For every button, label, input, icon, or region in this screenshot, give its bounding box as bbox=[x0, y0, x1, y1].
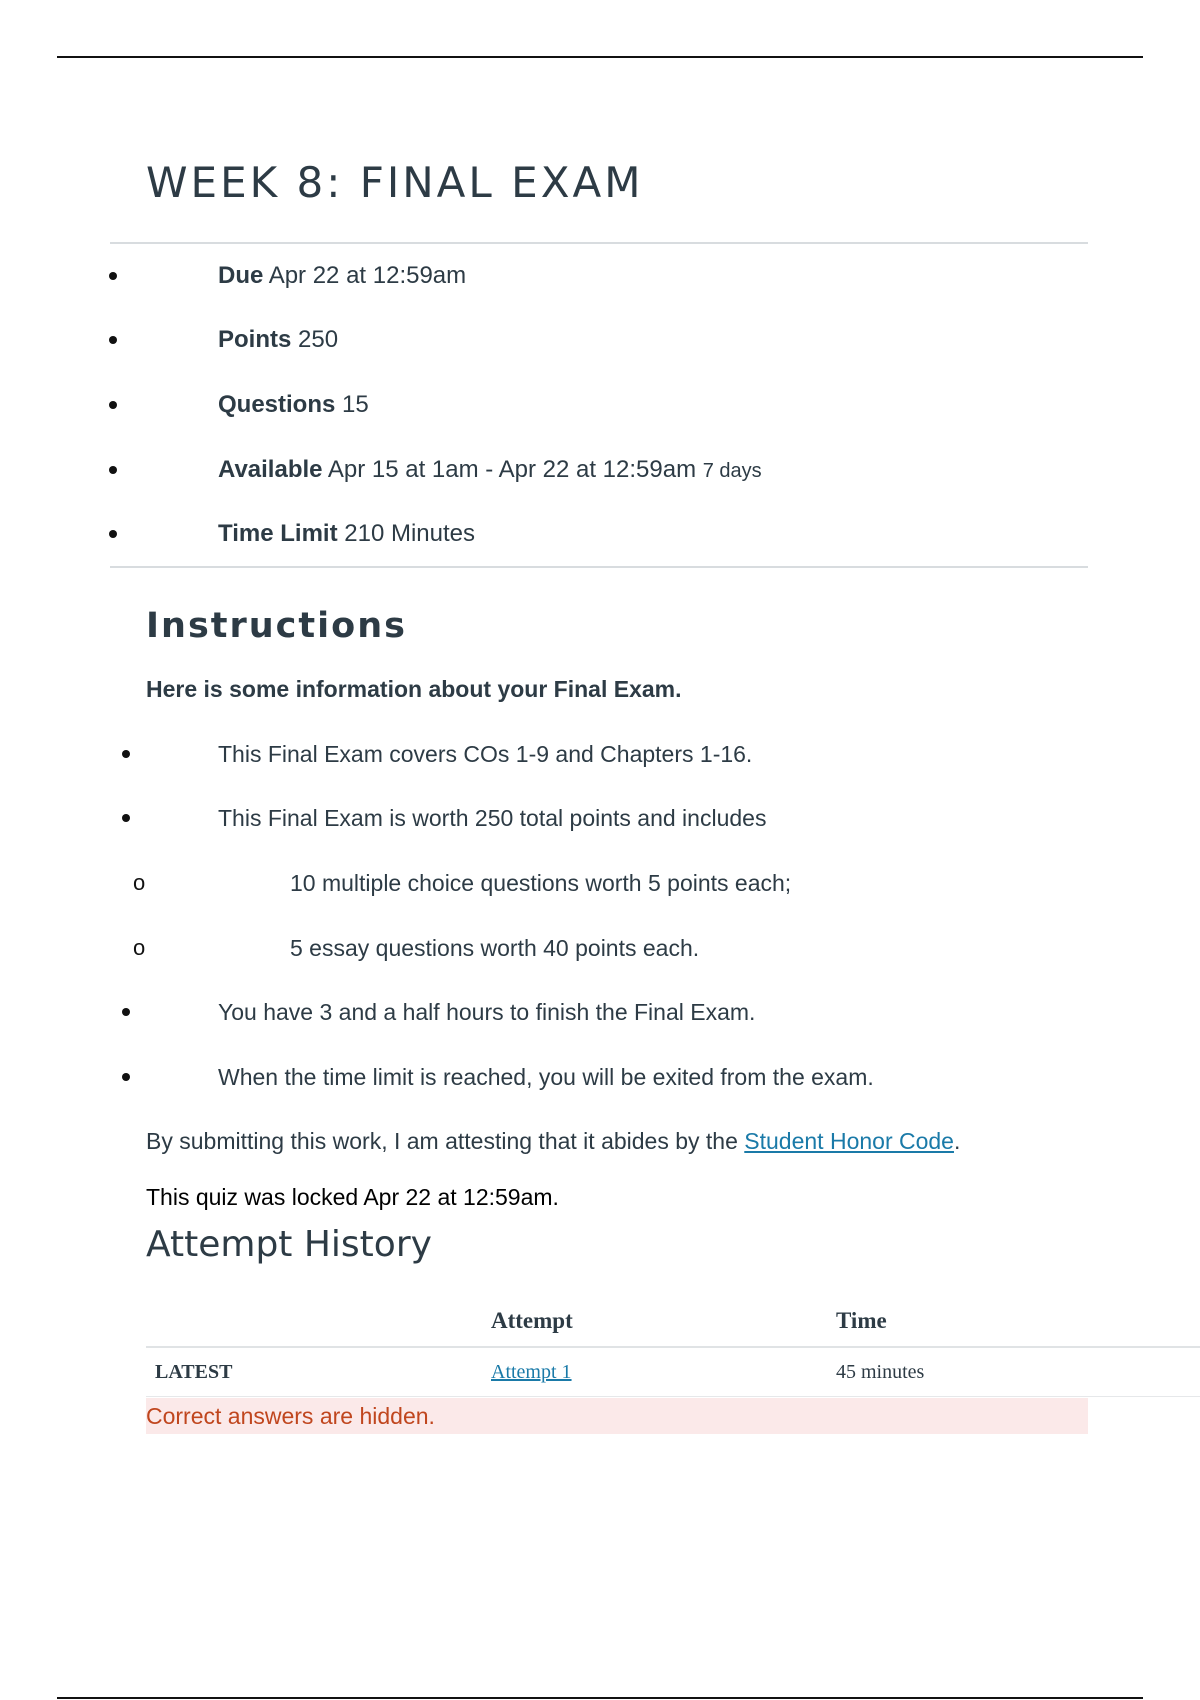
attempt-link[interactable]: Attempt 1 bbox=[491, 1360, 572, 1383]
bullet-icon bbox=[109, 336, 117, 344]
bullet-icon bbox=[122, 1073, 130, 1081]
instructions-heading: Instructions bbox=[146, 606, 407, 646]
questions-label: Questions bbox=[218, 391, 336, 418]
available-label: Available bbox=[218, 456, 323, 483]
bullet-icon bbox=[122, 1008, 130, 1016]
table-header-row bbox=[146, 1296, 1200, 1347]
table-row bbox=[146, 1347, 1200, 1397]
questions-value: 15 bbox=[342, 391, 369, 418]
attempt-history-table bbox=[146, 1296, 1200, 1397]
bottom-rule bbox=[57, 1697, 1143, 1699]
header-status bbox=[146, 1296, 491, 1347]
page-title: WEEK 8: FINAL EXAM bbox=[146, 158, 644, 207]
points-value: 250 bbox=[298, 326, 339, 353]
bullet-icon bbox=[109, 466, 117, 474]
due-label: Due bbox=[218, 262, 264, 289]
available-duration: 7 days bbox=[702, 460, 762, 482]
header-time: Time bbox=[836, 1296, 1200, 1347]
sub-bullet-icon: o bbox=[133, 870, 146, 895]
divider-bottom bbox=[110, 566, 1088, 568]
attempt-status: LATEST bbox=[146, 1347, 491, 1397]
bullet-icon bbox=[122, 814, 130, 822]
honor-code-link[interactable]: Student Honor Code bbox=[744, 1128, 954, 1154]
time-limit-value: 210 Minutes bbox=[344, 520, 475, 547]
top-rule bbox=[57, 56, 1143, 58]
bullet-icon bbox=[109, 401, 117, 409]
bullet-icon bbox=[109, 272, 117, 280]
bullet-icon bbox=[122, 750, 130, 758]
points-label: Points bbox=[218, 326, 292, 353]
attempt-time: 45 minutes bbox=[836, 1347, 1200, 1397]
honor-statement: By submitting this work, I am attesting that it abides by the Student Honor Code. bbox=[146, 1128, 961, 1154]
due-value: Apr 22 at 12:59am bbox=[268, 262, 467, 289]
attempt-history-heading: Attempt History bbox=[146, 1224, 432, 1265]
time-limit-label: Time Limit bbox=[218, 520, 338, 547]
available-value: Apr 15 at 1am - Apr 22 at 12:59am bbox=[327, 456, 697, 483]
locked-notice: This quiz was locked Apr 22 at 12:59am. bbox=[146, 1184, 559, 1210]
header-attempt: Attempt bbox=[491, 1296, 836, 1347]
bullet-icon bbox=[109, 530, 117, 538]
sub-bullet-icon: o bbox=[133, 935, 146, 960]
answers-hidden-notice: Correct answers are hidden. bbox=[146, 1398, 1088, 1434]
instructions-intro: Here is some information about your Final Exam. bbox=[146, 676, 682, 702]
divider-top bbox=[110, 242, 1088, 244]
